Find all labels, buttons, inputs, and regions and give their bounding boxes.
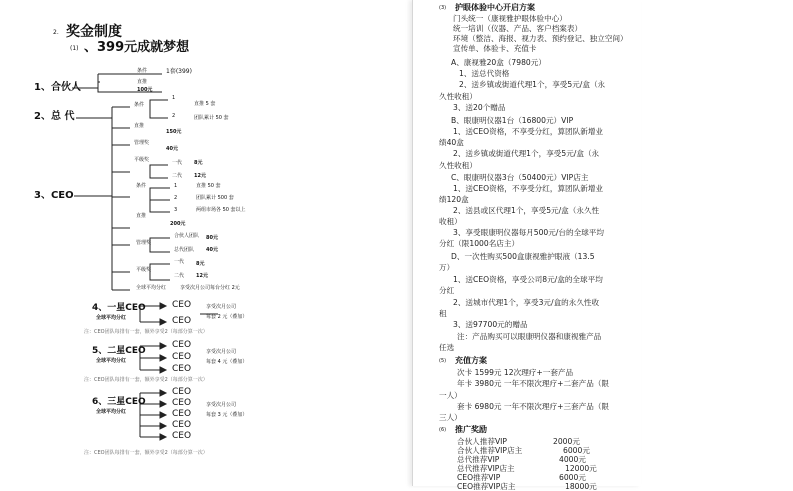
- star3-reward-1: 享受次月公司: [206, 402, 237, 408]
- plan-a-3: 3、送20个赠品: [453, 103, 506, 112]
- ceo-mgmt-general: 总代团队: [174, 247, 195, 253]
- star3-ceo-2: CEO: [172, 398, 192, 408]
- ceo-cond-1: 直推 50 套: [196, 183, 221, 189]
- right-page: [412, 0, 641, 491]
- star3-title: 6、三星CEO: [92, 397, 146, 407]
- plan-c-3b: 分红（限1000名店主）: [439, 239, 520, 248]
- plan-b-2b: 久性收租）: [439, 161, 477, 170]
- reward-value-1: 2000元: [553, 437, 580, 446]
- general-peer-gen2-value: 12元: [194, 173, 206, 179]
- plan-c-1b: 绩120盒: [439, 195, 469, 204]
- section6-title: 推广奖励: [455, 425, 487, 434]
- star3-ceo-5: CEO: [172, 431, 192, 441]
- star3-ceo-1: CEO: [172, 387, 192, 397]
- page-title: 奖金制度: [66, 24, 122, 40]
- general-agent-title: 2、总 代: [34, 111, 75, 122]
- plan-c-3: 3、享受眼康明仪器每月500元/台的全球平均: [453, 228, 604, 237]
- star3-ceo-4: CEO: [172, 420, 192, 430]
- star2-reward-2: 每套 4 元（叠加）: [206, 359, 248, 365]
- section3-number: (3): [439, 5, 447, 11]
- star3-note: 注：CEO团队每排有一套，额外享受2（每部分算一次）: [84, 450, 208, 456]
- general-cond-2: 团队累计 50 套: [194, 115, 229, 121]
- general-direct-label: 直推: [134, 123, 145, 129]
- ceo-cond-num-1: 1: [174, 183, 178, 189]
- star2-reward-1: 享受次月公司: [206, 349, 237, 355]
- partner-condition-value: 1套(399): [166, 68, 192, 75]
- plan-b-1b: 绩40盒: [439, 138, 464, 147]
- plan-a-1: 1、送总代资格: [459, 69, 510, 78]
- ceo-condition-label: 条件: [136, 183, 147, 189]
- exp-line-1: 门头统一（康视雅护眼体验中心）: [453, 14, 567, 23]
- reward-value-6: 18000元: [565, 482, 597, 491]
- general-mgmt-label: 管理奖: [134, 140, 150, 146]
- star1-ceo-2: CEO: [172, 316, 192, 326]
- ceo-peer-gen1: 一代: [174, 259, 185, 265]
- partner-direct-label: 直推: [137, 79, 148, 85]
- exp-line-4: 宣传单、体验卡、充值卡: [453, 44, 537, 53]
- general-cond-1: 直推 5 套: [194, 101, 216, 107]
- ceo-global-dividend-value: 享受次月公司每台分红 2元: [180, 285, 240, 291]
- plan-d-title-b: 万）: [439, 263, 455, 272]
- section3-title: 护眼体验中心开启方案: [455, 3, 535, 12]
- subtitle-number: (1): [70, 45, 79, 52]
- general-condition-label: 条件: [134, 102, 145, 108]
- plan-b-1: 1、送CEO资格，不享受分红，算团队新增业: [453, 127, 604, 136]
- ceo-peer-gen1-value: 8元: [196, 261, 205, 267]
- ceo-mgmt-partner: 合伙人团队: [174, 233, 200, 239]
- star2-subtitle: 全球平均分红: [96, 358, 127, 364]
- plan-d-2b: 租: [439, 309, 447, 318]
- plan-c-title: C、眼康明仪器3台（50400元）VIP店主: [451, 173, 589, 182]
- star2-ceo-2: CEO: [172, 352, 192, 362]
- section6-number: (6): [439, 427, 447, 433]
- ceo-cond-num-3: 3: [174, 207, 178, 213]
- plan-b-title: B、眼康明仪器1台（16800元）VIP: [451, 116, 574, 125]
- card-times: 次卡 1599元 12次理疗+一套产品: [457, 368, 574, 377]
- star2-ceo-1: CEO: [172, 340, 192, 350]
- reward-label-2: 合伙人推荐VIP店主: [457, 446, 523, 455]
- plan-a-2b: 久性收租）: [439, 92, 477, 101]
- ceo-mgmt-label: 管理奖: [136, 240, 152, 246]
- reward-label-4: 总代推荐VIP店主: [457, 464, 515, 473]
- general-peer-gen1-value: 8元: [194, 160, 203, 166]
- exp-line-3: 环境（整洁、海报、视力表、预约登记、独立空间）: [453, 34, 628, 43]
- plan-d-3: 3、送97700元的赠品: [453, 320, 528, 329]
- reward-value-5: 6000元: [559, 473, 586, 482]
- star1-ceo-1: CEO: [172, 300, 192, 310]
- general-peer-gen1: 一代: [172, 160, 183, 166]
- plan-d-title: D、一次性购买500盒康视雅护眼液（13.5: [451, 252, 595, 261]
- star1-subtitle: 全球平均分红: [96, 315, 127, 321]
- plan-a-title: A、康视雅20盒（7980元）: [451, 58, 546, 67]
- ceo-global-dividend-label: 全球平均分红: [136, 285, 167, 291]
- partner-title: 1、合伙人: [34, 82, 81, 93]
- star3-reward-2: 每套 3 元（叠加）: [206, 412, 248, 418]
- general-direct-value: 150元: [166, 129, 182, 135]
- plan-b-2: 2、送乡镇或街道代理1个，享受5元/盒（永: [453, 149, 600, 158]
- plan-c-1: 1、送CEO资格，不享受分红，算团队新增业: [453, 184, 604, 193]
- ceo-peer-gen2: 二代: [174, 273, 185, 279]
- star2-title: 5、二星CEO: [92, 346, 146, 356]
- star2-ceo-3: CEO: [172, 364, 192, 374]
- section5-title: 充值方案: [455, 356, 487, 365]
- card-year-b: 一人）: [439, 391, 462, 400]
- general-cond-num-2: 2: [172, 113, 176, 119]
- card-set: 套卡 6980元 一年不限次理疗+三套产品（限: [457, 402, 610, 411]
- plan-a-2: 2、送乡镇或街道代理1个，享受5元/盒（永: [459, 80, 606, 89]
- general-peer-gen2: 二代: [172, 173, 183, 179]
- heading-number: 2.: [53, 29, 59, 36]
- plan-d-1b: 分红: [439, 286, 455, 295]
- ceo-direct-value: 200元: [170, 221, 186, 227]
- ceo-direct-label: 直推: [136, 213, 147, 219]
- partner-condition-label: 条件: [137, 68, 148, 74]
- plan-d-2: 2、送城市代理1个，享受3元/盒的永久性收: [453, 298, 600, 307]
- star1-reward-2: 每套 2 元（叠加）: [206, 314, 248, 320]
- plan-c-2: 2、送县或区代理1个，享受5元/盒（永久性: [453, 206, 600, 215]
- star3-subtitle: 全球平均分红: [96, 409, 127, 415]
- card-year: 年卡 3980元 一年不限次理疗+二套产品（限: [457, 379, 610, 388]
- ceo-title: 3、CEO: [34, 190, 74, 201]
- star2-note: 注：CEO团队每排有一套，额外享受2（每部分算一次）: [84, 377, 208, 383]
- plan-d-note-b: 任选: [439, 343, 455, 352]
- plan-d-note: 注：产品购买可以眼康明仪器和康视雅产品: [457, 332, 602, 341]
- ceo-cond-num-2: 2: [174, 195, 178, 201]
- ceo-cond-2: 团队累计 500 套: [196, 195, 234, 201]
- reward-value-4: 12000元: [565, 464, 597, 473]
- star3-ceo-3: CEO: [172, 409, 192, 419]
- general-mgmt-value: 40元: [166, 146, 178, 152]
- reward-label-3: 总代推荐VIP: [457, 455, 500, 464]
- plan-c-2b: 收租）: [439, 217, 462, 226]
- reward-label-1: 合伙人推荐VIP: [457, 437, 507, 446]
- section5-number: (5): [439, 358, 447, 364]
- subtitle: 、399元成就梦想: [84, 40, 190, 55]
- partner-direct-value: 100元: [137, 87, 153, 93]
- general-cond-num-1: 1: [172, 95, 176, 101]
- star1-note: 注：CEO团队每排有一套，额外享受2（每部分算一次）: [84, 329, 208, 335]
- card-set-b: 三人）: [439, 413, 462, 422]
- ceo-mgmt-partner-value: 80元: [206, 235, 218, 241]
- ceo-mgmt-general-value: 40元: [206, 247, 218, 253]
- ceo-peer-gen2-value: 12元: [196, 273, 208, 279]
- reward-label-5: CEO推荐VIP: [457, 473, 501, 482]
- plan-d-1: 1、送CEO资格，享受公司8元/盒的全球平均: [453, 275, 603, 284]
- ceo-peer-label: 平级奖: [136, 267, 152, 273]
- reward-value-2: 6000元: [563, 446, 590, 455]
- reward-value-3: 4000元: [559, 455, 586, 464]
- ceo-cond-3: 两组市场各 50 套以上: [196, 207, 246, 213]
- reward-label-6: CEO推荐VIP店主: [457, 482, 516, 491]
- star1-reward-1: 享受次月公司: [206, 304, 237, 310]
- general-peer-label: 平级奖: [134, 157, 150, 163]
- star1-title: 4、一星CEO: [92, 303, 146, 313]
- exp-line-2: 统一培训（仪器、产品、客户档案表）: [453, 24, 583, 33]
